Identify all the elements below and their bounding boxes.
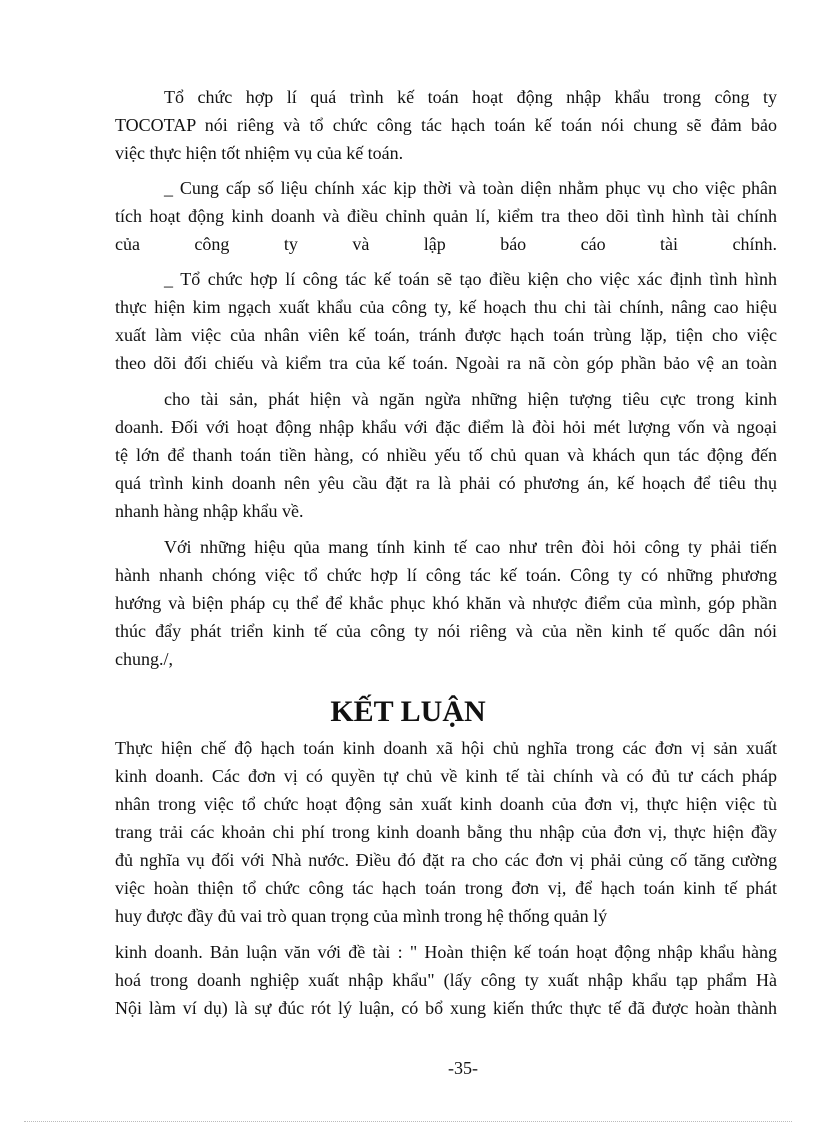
- paragraph-5-line-3: hướng và biện pháp cụ thể để khắc phục khó khăn và nhược điểm của mình, góp phần: [115, 593, 777, 613]
- paragraph-5-line-4: thúc đẩy phát triển kinh tế của công ty nói riêng và của nền kinh tế quốc dân nói: [115, 621, 777, 641]
- paragraph-5-line-1: Với những hiệu qủa mang tính kinh tế cao như trên đòi hỏi công ty phải tiến: [164, 537, 777, 557]
- conclusion-1-line-1: Thực hiện chế độ hạch toán kinh doanh xã hội chủ nghĩa trong các đơn vị sản xuất: [115, 738, 777, 758]
- paragraph-4-line-5: nhanh hàng nhập khẩu về.: [115, 501, 304, 521]
- paragraph-1-line-2: TOCOTAP nói riêng và tổ chức công tác hạch toán kế toán nói chung sẽ đảm bảo: [115, 115, 777, 135]
- conclusion-2-line-3: Nội làm ví dụ) là sự đúc rót lý luận, có bổ xung kiến thức thực tế đã được hoàn thành: [115, 998, 777, 1018]
- conclusion-1-line-3: nhân trong việc tổ chức hoạt động sản xuất kinh doanh của đơn vị, thực hiện việc tù: [115, 794, 777, 814]
- section-heading: KẾT LUẬN: [330, 695, 486, 728]
- paragraph-3-line-3: xuất làm việc của nhân viên kế toán, tránh được hạch toán trùng lặp, tiện cho việc: [115, 325, 777, 345]
- conclusion-1-line-5: đủ nghĩa vụ đối với Nhà nước. Điều đó đặt ra cho các đơn vị phải củng cố tăng cường: [115, 850, 777, 870]
- paragraph-3-line-4: theo dõi đối chiếu và kiểm tra của kế toán. Ngoài ra nã còn góp phần bảo vệ an toàn: [115, 353, 777, 373]
- paragraph-1-line-1: Tổ chức hợp lí quá trình kế toán hoạt động nhập khẩu trong công ty: [164, 87, 777, 107]
- paragraph-2-line-1: _ Cung cấp số liệu chính xác kịp thời và toàn diện nhằm phục vụ cho việc phân: [164, 178, 777, 198]
- conclusion-1-line-4: trang trải các khoản chi phí trong kinh doanh bằng thu nhập của đơn vị, thực hiện đầy: [115, 822, 777, 842]
- paragraph-2-line-2: tích hoạt động kinh doanh và điều chỉnh quản lí, kiểm tra theo dõi tình hình tài chính: [115, 206, 777, 226]
- paragraph-2-line-3: của công ty và lập báo cáo tài chính.: [115, 234, 777, 254]
- paragraph-3-line-2: thực hiện kim ngạch xuất khẩu của công ty, kế hoạch thu chi tài chính, nâng cao hiệu: [115, 297, 777, 317]
- conclusion-1-line-2: kinh doanh. Các đơn vị có quyền tự chủ về kinh tế tài chính và có đủ tư cách pháp: [115, 766, 777, 786]
- conclusion-1-line-7: huy được đầy đủ vai trò quan trọng của mình trong hệ thống quản lý: [115, 906, 608, 926]
- footer-rule: [24, 1121, 792, 1122]
- conclusion-1-line-6: việc hoàn thiện tổ chức công tác hạch toán trong đơn vị, để hạch toán kinh tế phát: [115, 878, 777, 898]
- paragraph-4-line-1: cho tài sản, phát hiện và ngăn ngừa những hiện tượng tiêu cực trong kinh: [164, 389, 777, 409]
- paragraph-4-line-2: doanh. Đối với hoạt động nhập khẩu với đặc điểm là đòi hỏi mét lượng vốn và ngoại: [115, 417, 777, 437]
- paragraph-5-line-5: chung./,: [115, 649, 173, 669]
- conclusion-2-line-1: kinh doanh. Bản luận văn với đề tài : " Hoàn thiện kế toán hoạt động nhập khẩu hàng: [115, 942, 777, 962]
- page-number: -35-: [448, 1058, 478, 1078]
- paragraph-3-line-1: _ Tổ chức hợp lí công tác kế toán sẽ tạo điều kiện cho việc xác định tình hình: [164, 269, 777, 289]
- conclusion-2-line-2: hoá trong doanh nghiệp xuất nhập khẩu" (lấy công ty xuất nhập khẩu tạp phẩm Hà: [115, 970, 777, 990]
- paragraph-4-line-3: tệ lớn để thanh toán tiền hàng, có nhiều yếu tố chủ quan và khách qun tác động đến: [115, 445, 777, 465]
- paragraph-1-line-3: việc thực hiện tốt nhiệm vụ của kế toán.: [115, 143, 404, 163]
- paragraph-5-line-2: hành nhanh chóng việc tổ chức hợp lí công tác kế toán. Công ty có những phương: [115, 565, 777, 585]
- paragraph-4-line-4: quá trình kinh doanh nên yêu cầu đặt ra là phải có phương án, kế hoạch để tiêu thụ: [115, 473, 777, 493]
